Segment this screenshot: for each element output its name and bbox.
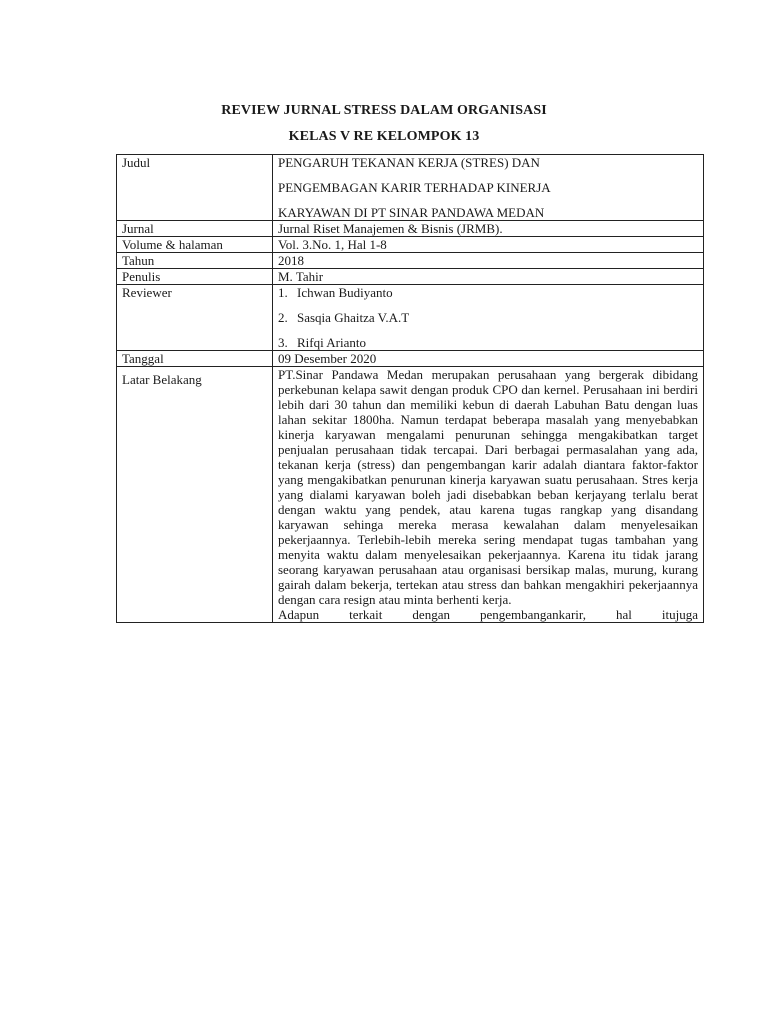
row-tanggal [117, 351, 704, 367]
value-latar-belakang [273, 367, 704, 623]
value-jurnal: Jurnal Riset Manajemen & Bisnis (JRMB). [273, 221, 704, 237]
latar-paragraph: PT.Sinar Pandawa Medan merupakan perusahaan yang bergerak dibidang perkebunan kelapa sawit dengan produk CPO dan kernel. Perusahaan ini berdiri lebih dari 30 tahun dan memiliki kebun di daerah Labuhan Batu dengan luas lahan sekitar 1800ha. Namun terdapat beberapa masalah yang menyebabkan kinerja karyawan mengalami penurunan sehingga mengakibatkan target penjualan perusahaan tidak tercapai. Dari berbagai permasalahan yang ada, tekanan kerja (stress) dan pengembangan karir adalah diantara faktor-faktor yang mengakibatkan penurunan kinerja karyawan suatu perusahaan. Stres kerja yang dialami karyawan boleh jadi disebabkan beban kerjayang terlalu berat dengan waktu yang pendek, atau karena tugas rangkap yang disandang karyawan sehinga mereka merasa kewalahan dalam menyelesaikan pekerjaannya. Terlebih-lebih mereka sering mendapat tugas tambahan yang menyita waktu dalam menyelesaikan pekerjaannya. Karena itu tidak jarang seorang karyawan perusahaan atau organisasi bersikap malas, murung, kurang gairah dalam bekerja, tertekan atau stress dan bahkan mengakhiri pekerjaannya dengan cara resign atau minta berhenti kerja. [278, 367, 698, 607]
judul-line: KARYAWAN DI PT SINAR PANDAWA MEDAN [278, 205, 545, 220]
document-subtitle: KELAS V RE KELOMPOK 13 [288, 129, 480, 144]
label-latar-belakang: Latar Belakang [117, 367, 273, 623]
row-tahun [117, 253, 704, 269]
label-volume: Volume & halaman [117, 237, 273, 253]
reviewer-name: Ichwan Budiyanto [297, 285, 393, 300]
label-tanggal: Tanggal [117, 351, 273, 367]
label-jurnal: Jurnal [117, 221, 273, 237]
label-penulis: Penulis [117, 269, 273, 285]
judul-line: PENGARUH TEKANAN KERJA (STRES) DAN [278, 155, 540, 170]
review-table [116, 154, 704, 623]
label-judul: Judul [117, 155, 273, 221]
row-jurnal [117, 221, 704, 237]
judul-line: PENGEMBAGAN KARIR TERHADAP KINERJA [278, 180, 551, 195]
reviewer-number: 3. [278, 335, 288, 350]
reviewer-item [278, 310, 698, 325]
reviewer-number: 2. [278, 310, 288, 325]
value-volume: Vol. 3.No. 1, Hal 1-8 [273, 237, 704, 253]
label-tahun: Tahun [117, 253, 273, 269]
label-reviewer: Reviewer [117, 285, 273, 351]
reviewer-name: Sasqia Ghaitza V.A.T [297, 310, 410, 325]
document-title: REVIEW JURNAL STRESS DALAM ORGANISASI [221, 103, 547, 118]
reviewer-number: 1. [278, 285, 288, 300]
row-penulis [117, 269, 704, 285]
reviewer-name: Rifqi Arianto [297, 335, 366, 350]
latar-paragraph: Adapun terkait dengan pengembangankarir, hal itujuga [278, 607, 698, 622]
reviewer-item [278, 285, 698, 300]
row-reviewer [117, 285, 704, 351]
row-judul [117, 155, 704, 221]
row-volume [117, 237, 704, 253]
value-reviewer [273, 285, 704, 351]
value-judul [273, 155, 704, 221]
row-latar-belakang [117, 367, 704, 623]
reviewer-item [278, 335, 698, 350]
value-penulis: M. Tahir [273, 269, 704, 285]
value-tahun: 2018 [273, 253, 704, 269]
value-tanggal: 09 Desember 2020 [273, 351, 704, 367]
